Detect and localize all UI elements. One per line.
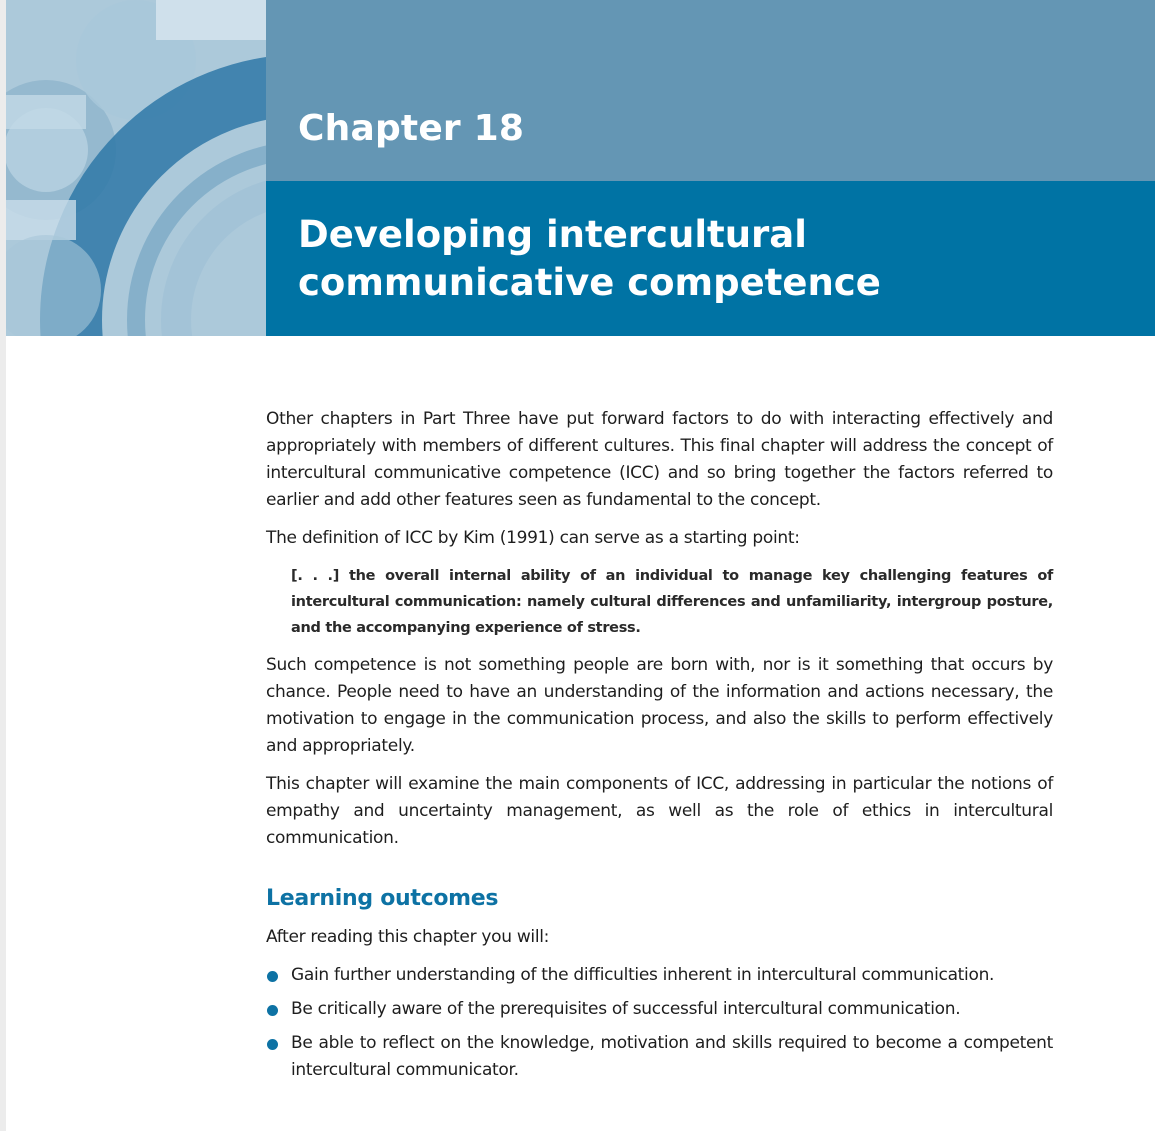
bullet-dot-icon bbox=[267, 1039, 278, 1050]
kim-definition-quote: [. . .] the overall internal ability of an individual to manage key challenging features of intercultural communication: namely cultural differences and unfamiliarity, intergroup posture, and the accompanying experience of stress. bbox=[291, 568, 1053, 636]
chapter-number-band bbox=[266, 0, 1155, 181]
bullet-dot-icon bbox=[267, 1005, 278, 1016]
chapter-scope-paragraph: This chapter will examine the main components of ICC, addressing in particular the notions of empathy and uncertainty management, as well as the role of ethics in intercultural communication. bbox=[266, 774, 1053, 848]
outcome-text: Be critically aware of the prerequisites of successful intercultural communication. bbox=[291, 999, 961, 1019]
list-item bbox=[266, 996, 1053, 1023]
chapter-number: Chapter 18 bbox=[298, 108, 525, 149]
abstract-circles-artwork bbox=[6, 0, 266, 336]
book-page bbox=[6, 0, 1155, 1131]
outcome-text: Be able to reflect on the knowledge, motivation and skills required to become a competent intercultural communicator. bbox=[291, 1033, 1053, 1080]
chapter-title: Developing intercultural communicative competence bbox=[298, 213, 881, 304]
list-item bbox=[266, 962, 1053, 989]
competence-paragraph: Such competence is not something people are born with, nor is it something that occurs by chance. People need to have an understanding of the information and actions necessary, the motivation to engage in the communication process, and also the skills to perform effectively and appropriately. bbox=[266, 655, 1053, 756]
learning-outcomes-intro: After reading this chapter you will: bbox=[266, 927, 550, 947]
list-item bbox=[266, 1030, 1053, 1084]
intro-paragraph: Other chapters in Part Three have put forward factors to do with interacting effectively and appropriately with members of different cultures. This final chapter will address the concept of intercultural communicative competence (ICC) and so bring together the factors referred to earlier and add other features seen as fundamental to the concept. bbox=[266, 409, 1053, 510]
learning-outcomes-list bbox=[266, 962, 1053, 1084]
bullet-dot-icon bbox=[267, 971, 278, 982]
learning-outcomes-heading: Learning outcomes bbox=[266, 886, 499, 911]
chapter-title-band bbox=[266, 181, 1155, 336]
definition-lead-in: The definition of ICC by Kim (1991) can serve as a starting point: bbox=[266, 528, 800, 548]
chapter-introduction bbox=[266, 406, 1053, 1091]
outcome-text: Gain further understanding of the difficulties inherent in intercultural communication. bbox=[291, 965, 995, 985]
